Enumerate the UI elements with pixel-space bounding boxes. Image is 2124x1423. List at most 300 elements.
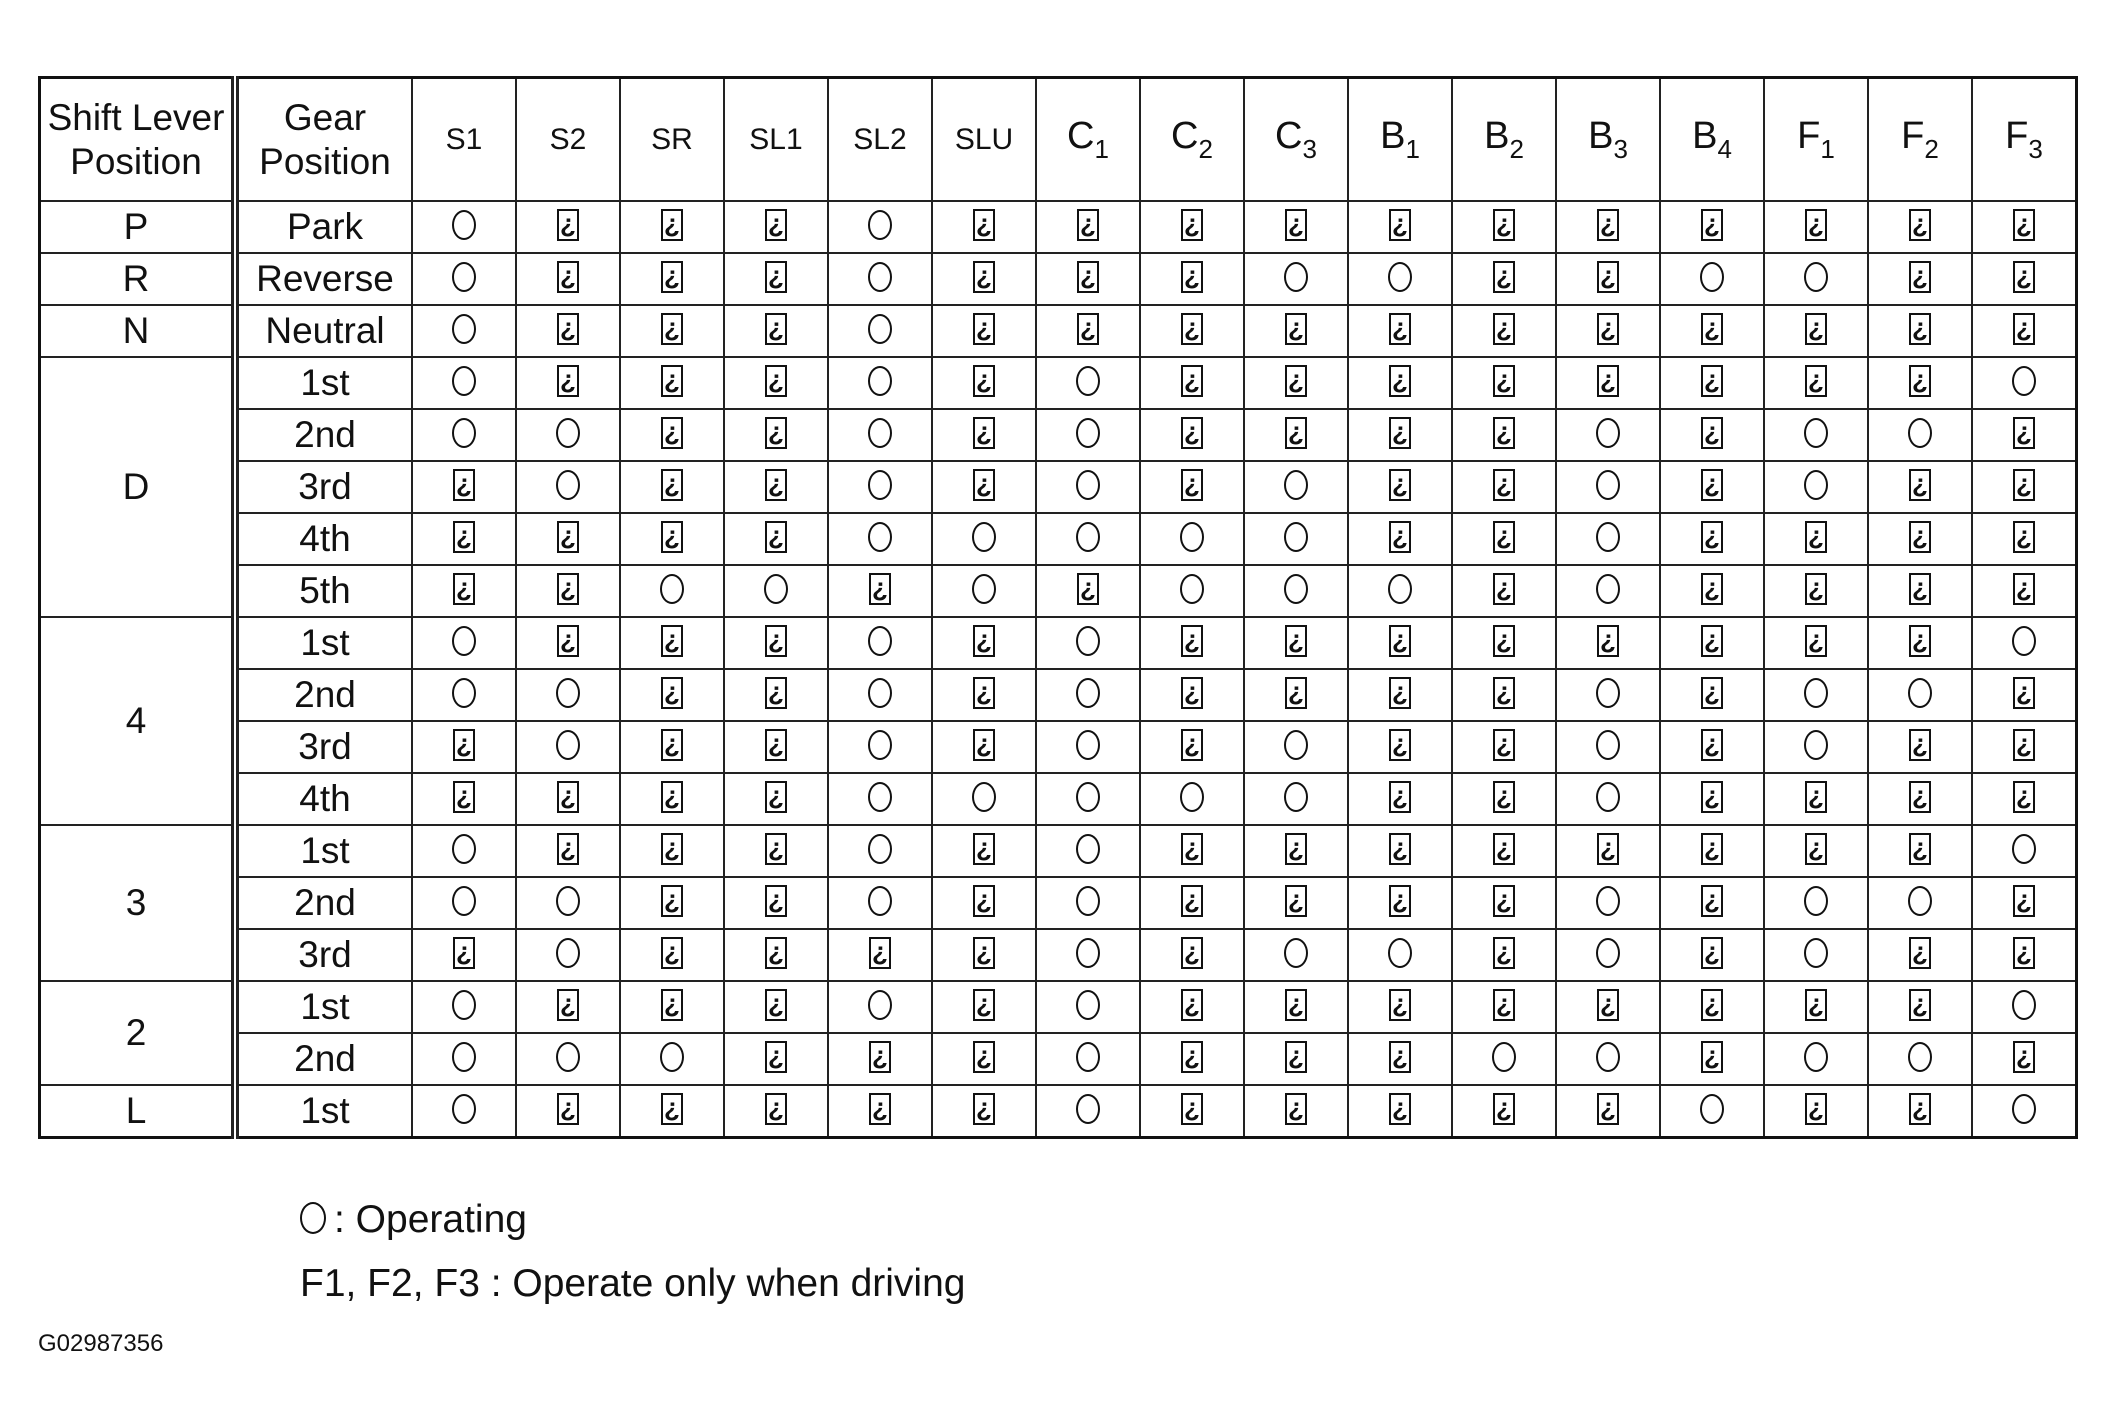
status-cell: [724, 825, 828, 877]
gear-position-cell: 2nd: [235, 669, 412, 721]
status-cell: [932, 1085, 1036, 1138]
not-operating-glyph-icon: [1701, 365, 1723, 397]
operating-circle-icon: [1908, 678, 1932, 708]
operating-circle-icon: [556, 678, 580, 708]
not-operating-glyph-icon: [1701, 677, 1723, 709]
not-operating-glyph-icon: [1285, 417, 1307, 449]
status-cell: [724, 461, 828, 513]
status-cell: [412, 773, 516, 825]
not-operating-glyph-icon: [1701, 417, 1723, 449]
status-cell: [1556, 773, 1660, 825]
not-operating-glyph-icon: [973, 313, 995, 345]
table-row: [40, 617, 2077, 669]
not-operating-glyph-icon: [557, 989, 579, 1021]
status-cell: [724, 1085, 828, 1138]
not-operating-glyph-icon: [1909, 209, 1931, 241]
gear-position-cell: 2nd: [235, 409, 412, 461]
status-cell: [412, 253, 516, 305]
status-cell: [828, 877, 932, 929]
status-cell: [724, 201, 828, 253]
not-operating-glyph-icon: [1181, 1093, 1203, 1125]
not-operating-glyph-icon: [1181, 677, 1203, 709]
table-row: [40, 201, 2077, 253]
status-cell: [1660, 409, 1764, 461]
status-cell: [932, 773, 1036, 825]
status-cell: [1660, 305, 1764, 357]
not-operating-glyph-icon: [1909, 573, 1931, 605]
not-operating-glyph-icon: [869, 1093, 891, 1125]
status-cell: [620, 929, 724, 981]
status-cell: [1660, 669, 1764, 721]
status-cell: [932, 721, 1036, 773]
status-cell: [1140, 201, 1244, 253]
not-operating-glyph-icon: [1701, 885, 1723, 917]
header-col-label: B: [1380, 114, 1406, 157]
not-operating-glyph-icon: [765, 781, 787, 813]
status-cell: [1764, 409, 1868, 461]
header-col-f1: [1764, 78, 1868, 202]
status-cell: [828, 721, 932, 773]
status-cell: [1140, 1085, 1244, 1138]
operating-circle-icon: [1284, 782, 1308, 812]
status-cell: [516, 721, 620, 773]
operating-circle-icon: [1388, 574, 1412, 604]
status-cell: [1348, 721, 1452, 773]
not-operating-glyph-icon: [973, 209, 995, 241]
operating-circle-icon: [1908, 1042, 1932, 1072]
not-operating-glyph-icon: [1909, 781, 1931, 813]
status-cell: [1660, 617, 1764, 669]
header-col-subscript: 1: [1094, 133, 1109, 164]
status-cell: [1868, 877, 1972, 929]
not-operating-glyph-icon: [1285, 1041, 1307, 1073]
status-cell: [1244, 565, 1348, 617]
status-cell: [1140, 617, 1244, 669]
status-cell: [932, 825, 1036, 877]
operating-circle-icon: [1596, 522, 1620, 552]
status-cell: [1452, 201, 1556, 253]
header-col-label: F: [1797, 114, 1821, 157]
not-operating-glyph-icon: [661, 521, 683, 553]
header-col-label: C: [1067, 114, 1095, 157]
not-operating-glyph-icon: [1909, 833, 1931, 865]
not-operating-glyph-icon: [765, 1093, 787, 1125]
status-cell: [724, 565, 828, 617]
header-col-subscript: 3: [1613, 133, 1628, 164]
status-cell: [516, 513, 620, 565]
header-col-c2: [1140, 78, 1244, 202]
operating-circle-icon: [1076, 730, 1100, 760]
status-cell: [620, 825, 724, 877]
header-gear-position: Gear Position: [235, 78, 412, 202]
not-operating-glyph-icon: [1077, 573, 1099, 605]
not-operating-glyph-icon: [765, 625, 787, 657]
header-col-subscript: 1: [1405, 133, 1420, 164]
status-cell: [412, 409, 516, 461]
status-cell: [1556, 305, 1660, 357]
not-operating-glyph-icon: [557, 833, 579, 865]
status-cell: [1764, 617, 1868, 669]
operating-circle-icon: [556, 1042, 580, 1072]
not-operating-glyph-icon: [661, 1093, 683, 1125]
header-col-label: SL2: [853, 122, 907, 156]
not-operating-glyph-icon: [453, 937, 475, 969]
table-row: [40, 825, 2077, 877]
status-cell: [1140, 773, 1244, 825]
status-cell: [1452, 877, 1556, 929]
status-cell: [1764, 201, 1868, 253]
operating-circle-icon: [1804, 418, 1828, 448]
operating-circle-icon: [1284, 470, 1308, 500]
status-cell: [516, 1085, 620, 1138]
operating-circle-icon: [452, 990, 476, 1020]
status-cell: [620, 981, 724, 1033]
status-cell: [828, 825, 932, 877]
status-cell: [516, 1033, 620, 1085]
operating-circle-icon: [1284, 574, 1308, 604]
status-cell: [1660, 721, 1764, 773]
operating-circle-icon: [452, 886, 476, 916]
gear-position-cell: 4th: [235, 513, 412, 565]
status-cell: [724, 357, 828, 409]
not-operating-glyph-icon: [1493, 313, 1515, 345]
operating-circle-icon: [1596, 470, 1620, 500]
status-cell: [1140, 565, 1244, 617]
status-cell: [1972, 305, 2077, 357]
operating-circle-icon: [1804, 730, 1828, 760]
table-row: [40, 1085, 2077, 1138]
status-cell: [1244, 617, 1348, 669]
status-cell: [1452, 253, 1556, 305]
operating-circle-icon: [452, 626, 476, 656]
status-cell: [620, 253, 724, 305]
not-operating-glyph-icon: [1493, 625, 1515, 657]
operating-circle-icon: [1076, 470, 1100, 500]
status-cell: [1972, 1085, 2077, 1138]
status-cell: [1764, 1085, 1868, 1138]
status-cell: [1036, 565, 1140, 617]
table-row: [40, 305, 2077, 357]
status-cell: [1868, 461, 1972, 513]
operating-circle-icon: [868, 366, 892, 396]
status-cell: [828, 773, 932, 825]
not-operating-glyph-icon: [1701, 781, 1723, 813]
not-operating-glyph-icon: [661, 469, 683, 501]
not-operating-glyph-icon: [1389, 885, 1411, 917]
not-operating-glyph-icon: [661, 417, 683, 449]
header-col-label: B: [1588, 114, 1614, 157]
not-operating-glyph-icon: [661, 937, 683, 969]
not-operating-glyph-icon: [1389, 677, 1411, 709]
header-col-s2: [516, 78, 620, 202]
not-operating-glyph-icon: [973, 677, 995, 709]
not-operating-glyph-icon: [2013, 209, 2035, 241]
status-cell: [828, 513, 932, 565]
status-cell: [1868, 1033, 1972, 1085]
gear-position-cell: 3rd: [235, 721, 412, 773]
shift-lever-position-cell: 4: [40, 617, 236, 825]
status-cell: [724, 669, 828, 721]
header-col-c3: [1244, 78, 1348, 202]
not-operating-glyph-icon: [1909, 937, 1931, 969]
shift-lever-position-cell: 2: [40, 981, 236, 1085]
not-operating-glyph-icon: [973, 469, 995, 501]
not-operating-glyph-icon: [973, 1041, 995, 1073]
operating-circle-icon: [1076, 678, 1100, 708]
not-operating-glyph-icon: [1493, 833, 1515, 865]
operating-circle-icon: [868, 990, 892, 1020]
table-row: [40, 565, 2077, 617]
status-cell: [412, 617, 516, 669]
operating-circle-icon: [1804, 262, 1828, 292]
not-operating-glyph-icon: [1285, 209, 1307, 241]
status-cell: [1868, 513, 1972, 565]
operating-circle-icon: [1804, 678, 1828, 708]
not-operating-glyph-icon: [1805, 521, 1827, 553]
status-cell: [1452, 929, 1556, 981]
status-cell: [724, 513, 828, 565]
status-cell: [1660, 773, 1764, 825]
not-operating-glyph-icon: [1597, 209, 1619, 241]
not-operating-glyph-icon: [765, 417, 787, 449]
operating-circle-icon: [452, 1042, 476, 1072]
not-operating-glyph-icon: [1285, 989, 1307, 1021]
not-operating-glyph-icon: [453, 469, 475, 501]
status-cell: [1348, 357, 1452, 409]
status-cell: [1348, 305, 1452, 357]
operation-chart: [38, 76, 2078, 1139]
status-cell: [1036, 201, 1140, 253]
not-operating-glyph-icon: [1389, 313, 1411, 345]
status-cell: [1972, 357, 2077, 409]
status-cell: [1556, 409, 1660, 461]
operating-circle-icon: [972, 782, 996, 812]
status-cell: [1764, 877, 1868, 929]
gear-position-cell: Park: [235, 201, 412, 253]
status-cell: [620, 669, 724, 721]
status-cell: [1244, 773, 1348, 825]
status-cell: [1244, 929, 1348, 981]
operating-circle-icon: [452, 834, 476, 864]
not-operating-glyph-icon: [869, 1041, 891, 1073]
not-operating-glyph-icon: [973, 729, 995, 761]
status-cell: [1868, 357, 1972, 409]
not-operating-glyph-icon: [1285, 313, 1307, 345]
not-operating-glyph-icon: [661, 625, 683, 657]
gear-position-cell: 1st: [235, 1085, 412, 1138]
status-cell: [1868, 253, 1972, 305]
status-cell: [1764, 825, 1868, 877]
operating-circle-icon: [868, 522, 892, 552]
not-operating-glyph-icon: [661, 209, 683, 241]
status-cell: [1244, 877, 1348, 929]
status-cell: [1244, 201, 1348, 253]
status-cell: [1556, 617, 1660, 669]
operating-circle-icon: [1804, 938, 1828, 968]
status-cell: [1868, 669, 1972, 721]
status-cell: [1452, 981, 1556, 1033]
header-col-label: S2: [549, 122, 587, 156]
operating-circle-icon: [452, 366, 476, 396]
status-cell: [516, 773, 620, 825]
not-operating-glyph-icon: [1493, 1093, 1515, 1125]
header-col-sl1: [724, 78, 828, 202]
status-cell: [1244, 669, 1348, 721]
not-operating-glyph-icon: [1701, 833, 1723, 865]
operating-circle-icon: [300, 1202, 326, 1234]
status-cell: [412, 721, 516, 773]
not-operating-glyph-icon: [453, 781, 475, 813]
not-operating-glyph-icon: [1493, 417, 1515, 449]
status-cell: [1868, 825, 1972, 877]
not-operating-glyph-icon: [1389, 989, 1411, 1021]
status-cell: [828, 201, 932, 253]
not-operating-glyph-icon: [1909, 1093, 1931, 1125]
operating-circle-icon: [452, 418, 476, 448]
status-cell: [1764, 357, 1868, 409]
not-operating-glyph-icon: [973, 417, 995, 449]
not-operating-glyph-icon: [1909, 729, 1931, 761]
status-cell: [1244, 253, 1348, 305]
status-cell: [1036, 253, 1140, 305]
status-cell: [1140, 877, 1244, 929]
operating-circle-icon: [660, 1042, 684, 1072]
status-cell: [1036, 1085, 1140, 1138]
status-cell: [724, 981, 828, 1033]
status-cell: [724, 305, 828, 357]
header-col-label: B: [1484, 114, 1510, 157]
status-cell: [1348, 877, 1452, 929]
status-cell: [828, 669, 932, 721]
not-operating-glyph-icon: [1493, 209, 1515, 241]
gear-position-cell: 2nd: [235, 1033, 412, 1085]
operating-circle-icon: [868, 886, 892, 916]
status-cell: [1348, 201, 1452, 253]
status-cell: [1660, 981, 1764, 1033]
not-operating-glyph-icon: [1909, 989, 1931, 1021]
not-operating-glyph-icon: [661, 677, 683, 709]
status-cell: [932, 409, 1036, 461]
not-operating-glyph-icon: [557, 625, 579, 657]
operating-circle-icon: [1596, 574, 1620, 604]
status-cell: [1764, 981, 1868, 1033]
status-cell: [828, 357, 932, 409]
status-cell: [1764, 565, 1868, 617]
status-cell: [1244, 1033, 1348, 1085]
status-cell: [932, 461, 1036, 513]
status-cell: [412, 929, 516, 981]
not-operating-glyph-icon: [765, 937, 787, 969]
not-operating-glyph-icon: [765, 313, 787, 345]
status-cell: [620, 461, 724, 513]
not-operating-glyph-icon: [661, 781, 683, 813]
status-cell: [1244, 357, 1348, 409]
status-cell: [1452, 721, 1556, 773]
not-operating-glyph-icon: [1701, 989, 1723, 1021]
not-operating-glyph-icon: [1493, 261, 1515, 293]
status-cell: [1972, 669, 2077, 721]
status-cell: [516, 201, 620, 253]
status-cell: [1036, 929, 1140, 981]
header-col-label: SLU: [954, 122, 1014, 156]
operating-circle-icon: [1596, 730, 1620, 760]
table-row: [40, 461, 2077, 513]
gear-position-cell: 1st: [235, 825, 412, 877]
status-cell: [1348, 825, 1452, 877]
status-cell: [1868, 721, 1972, 773]
header-col-subscript: 2: [1198, 133, 1213, 164]
operating-circle-icon: [1284, 522, 1308, 552]
status-cell: [1452, 565, 1556, 617]
not-operating-glyph-icon: [661, 989, 683, 1021]
not-operating-glyph-icon: [1181, 625, 1203, 657]
not-operating-glyph-icon: [973, 989, 995, 1021]
status-cell: [1140, 357, 1244, 409]
header-col-label: S1: [445, 122, 483, 156]
status-cell: [1972, 409, 2077, 461]
operating-circle-icon: [868, 730, 892, 760]
status-cell: [724, 929, 828, 981]
header-col-b3: [1556, 78, 1660, 202]
not-operating-glyph-icon: [661, 365, 683, 397]
status-cell: [1556, 1085, 1660, 1138]
status-cell: [620, 721, 724, 773]
not-operating-glyph-icon: [2013, 885, 2035, 917]
not-operating-glyph-icon: [1597, 1093, 1619, 1125]
not-operating-glyph-icon: [765, 209, 787, 241]
not-operating-glyph-icon: [1597, 989, 1619, 1021]
status-cell: [1972, 565, 2077, 617]
operating-circle-icon: [1596, 678, 1620, 708]
status-cell: [1972, 877, 2077, 929]
status-cell: [1972, 929, 2077, 981]
status-cell: [1764, 773, 1868, 825]
operating-circle-icon: [1076, 938, 1100, 968]
not-operating-glyph-icon: [1181, 209, 1203, 241]
not-operating-glyph-icon: [1285, 625, 1307, 657]
table-row: [40, 877, 2077, 929]
status-cell: [1244, 825, 1348, 877]
not-operating-glyph-icon: [1389, 469, 1411, 501]
operating-circle-icon: [868, 314, 892, 344]
header-col-b4: [1660, 78, 1764, 202]
status-cell: [1036, 825, 1140, 877]
operating-circle-icon: [1596, 782, 1620, 812]
status-cell: [1660, 201, 1764, 253]
status-cell: [1868, 565, 1972, 617]
header-col-subscript: 4: [1717, 133, 1732, 164]
not-operating-glyph-icon: [2013, 729, 2035, 761]
status-cell: [1036, 877, 1140, 929]
not-operating-glyph-icon: [1181, 729, 1203, 761]
gear-position-cell: 4th: [235, 773, 412, 825]
status-cell: [620, 617, 724, 669]
operating-circle-icon: [868, 782, 892, 812]
table-row: [40, 409, 2077, 461]
operating-circle-icon: [1596, 1042, 1620, 1072]
not-operating-glyph-icon: [557, 521, 579, 553]
status-cell: [1140, 253, 1244, 305]
status-cell: [1036, 409, 1140, 461]
not-operating-glyph-icon: [557, 1093, 579, 1125]
operating-circle-icon: [556, 938, 580, 968]
not-operating-glyph-icon: [1285, 677, 1307, 709]
status-cell: [1452, 409, 1556, 461]
status-cell: [932, 669, 1036, 721]
header-col-subscript: 3: [1302, 133, 1317, 164]
operating-circle-icon: [556, 730, 580, 760]
status-cell: [1140, 305, 1244, 357]
